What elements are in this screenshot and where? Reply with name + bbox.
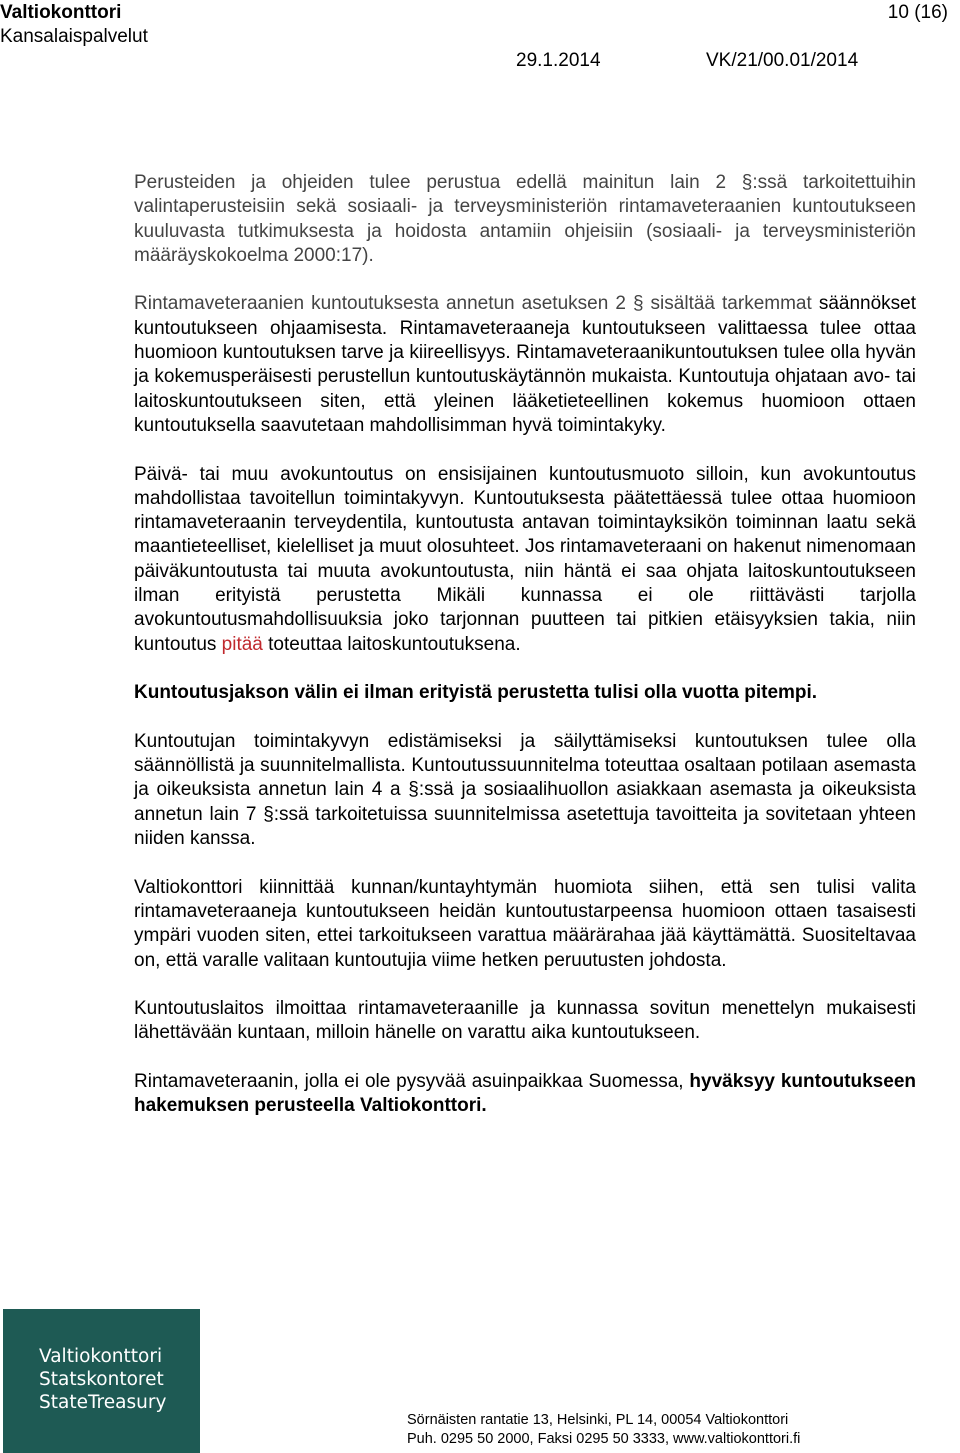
page-number: 10 (16) bbox=[887, 2, 948, 23]
paragraph-1-text: Perusteiden ja ohjeiden tulee perustua edellä mainitun lain 2 §:ssä tarkoitettuihin valintaperusteisiin sekä sosiaali- ja terveysministeriön rintamaveteraanien kuntoutukseen kuuluvasta tutkimuksesta ja hoidosta antamiin ohjeisiin (sosiaali- ja terveysministeriön määräyskokoelma 2000:17). bbox=[134, 172, 916, 266]
paragraph-1 bbox=[134, 171, 916, 268]
valtiokonttori-logo bbox=[3, 1309, 200, 1453]
paragraph-6-text: Valtiokonttori kiinnittää kunnan/kuntayhtymän huomiota siihen, että sen tulisi valita rintamaveteraaneja kuntoutukseen heidän kuntoutustarpeensa huomioon ottaen tasaisesti ympäri vuoden siten, ettei tarkoitukseen varattua määrärahaa jää käyttämättä. Suositeltavaa on, että varalle valitaan kuntoutujia viime hetken peruutusten johdosta. bbox=[134, 876, 916, 971]
emphasis-red-word: pitää bbox=[221, 633, 263, 655]
paragraph-3 bbox=[134, 463, 916, 657]
paragraph-4-text: Kuntoutusjakson välin ei ilman erityistä perustetta tulisi olla vuotta pitempi. bbox=[134, 682, 818, 704]
paragraph-3-text: Päivä- tai muu avokuntoutus on ensisijainen kuntoutusmuoto silloin, kun avokuntoutus mahdollistaa tavoitellun toimintakyvyn. Kuntoutuksesta päätettäessä tulee ottaa huomioon rintamaveteraanin terveydentila, kuntoutusta antavan toimintayksikön toiminnan laatu sekä maantieteelliset, kielelliset ja muut olosuhteet. Jos rintamaveteraani on hakenut nimenomaan päiväkuntoutusta tai muuta avokuntoutusta, niin häntä ei saa ohjata laitoskuntoutukseen ilman erityistä perustetta Mikäli kunnassa ei ole riittävästi tarjolla avokuntoutusmahdollisuuksia joko tarjonnan puutteen tai pitkien etäisyyksien takia, niin kuntoutus bbox=[134, 463, 916, 655]
paragraph-8 bbox=[134, 1070, 916, 1119]
footer-address: Sörnäisten rantatie 13, Helsinki, PL 14, 00054 Valtiokonttori bbox=[407, 1412, 789, 1428]
logo-line-finnish: Valtiokonttori bbox=[39, 1346, 163, 1367]
paragraph-3-tail: toteuttaa laitoskuntoutuksena. bbox=[262, 633, 521, 655]
footer-contact: Puh. 0295 50 2000, Faksi 0295 50 3333, www.valtiokonttori.fi bbox=[407, 1431, 801, 1447]
paragraph-6 bbox=[134, 876, 916, 973]
paragraph-7 bbox=[134, 997, 916, 1046]
paragraph-5 bbox=[134, 730, 916, 851]
paragraph-8-bold: hyväksyy kuntoutukseen hakemuksen perusteella Valtiokonttori. bbox=[134, 1070, 916, 1117]
department-name: Kansalaispalvelut bbox=[0, 26, 148, 47]
paragraph-4-bold bbox=[134, 681, 916, 705]
paragraph-7-text: Kuntoutuslaitos ilmoittaa rintamaveteraanille ja kunnassa sovitun menettelyn mukaisesti lähettävään kuntaan, milloin hänelle on varattu aika kuntoutukseen. bbox=[134, 998, 916, 1044]
paragraph-5-text: Kuntoutujan toimintakyvyn edistämiseksi ja säilyttämiseksi kuntoutuksen tulee olla säännöllistä ja suunnitelmallista. Kuntoutussuunnitelma toteuttaa osaltaan potilaan asemasta ja oikeuksista annetun lain 4 a §:ssä ja sosiaalihuollon asiakkaan asemasta ja oikeuksista annetun lain 7 §:ssä tarkoitetuissa suunnitelmissa asetettuja tavoitteita ja sovitetaan yhteen niiden kanssa. bbox=[134, 730, 916, 850]
paragraph-2-lead: Rintamaveteraanien kuntoutuksesta annetun asetuksen 2 § sisältää tarkemmat bbox=[134, 293, 819, 315]
logo-line-english: StateTreasury bbox=[39, 1392, 167, 1413]
logo-line-swedish: Statskontoret bbox=[39, 1369, 164, 1390]
paragraph-2 bbox=[134, 292, 916, 438]
paragraph-2-text: säännökset kuntoutukseen ohjaamisesta. Rintamaveteraaneja kuntoutukseen valittaessa tulee ottaa huomioon kuntoutuksen tarve ja kiireellisyys. Rintamaveteraanikuntoutuksen tulee olla hyvän ja kokemusperäisesti perustellun kuntoutuskäytännön mukaista. Kuntoutuja ohjataan avo- tai laitoskuntoutukseen siten, että yleinen lääketieteellinen kokemus huomioon ottaen kuntoutuksella saavutetaan mahdollisimman hyvä toimintakyky. bbox=[134, 293, 916, 436]
paragraph-8-text: Rintamaveteraanin, jolla ei ole pysyvää asuinpaikkaa Suomessa, bbox=[134, 1070, 690, 1092]
document-date: 29.1.2014 bbox=[516, 50, 601, 71]
document-body bbox=[134, 171, 916, 1143]
organization-name: Valtiokonttori bbox=[0, 2, 122, 23]
document-reference: VK/21/00.01/2014 bbox=[706, 50, 859, 71]
